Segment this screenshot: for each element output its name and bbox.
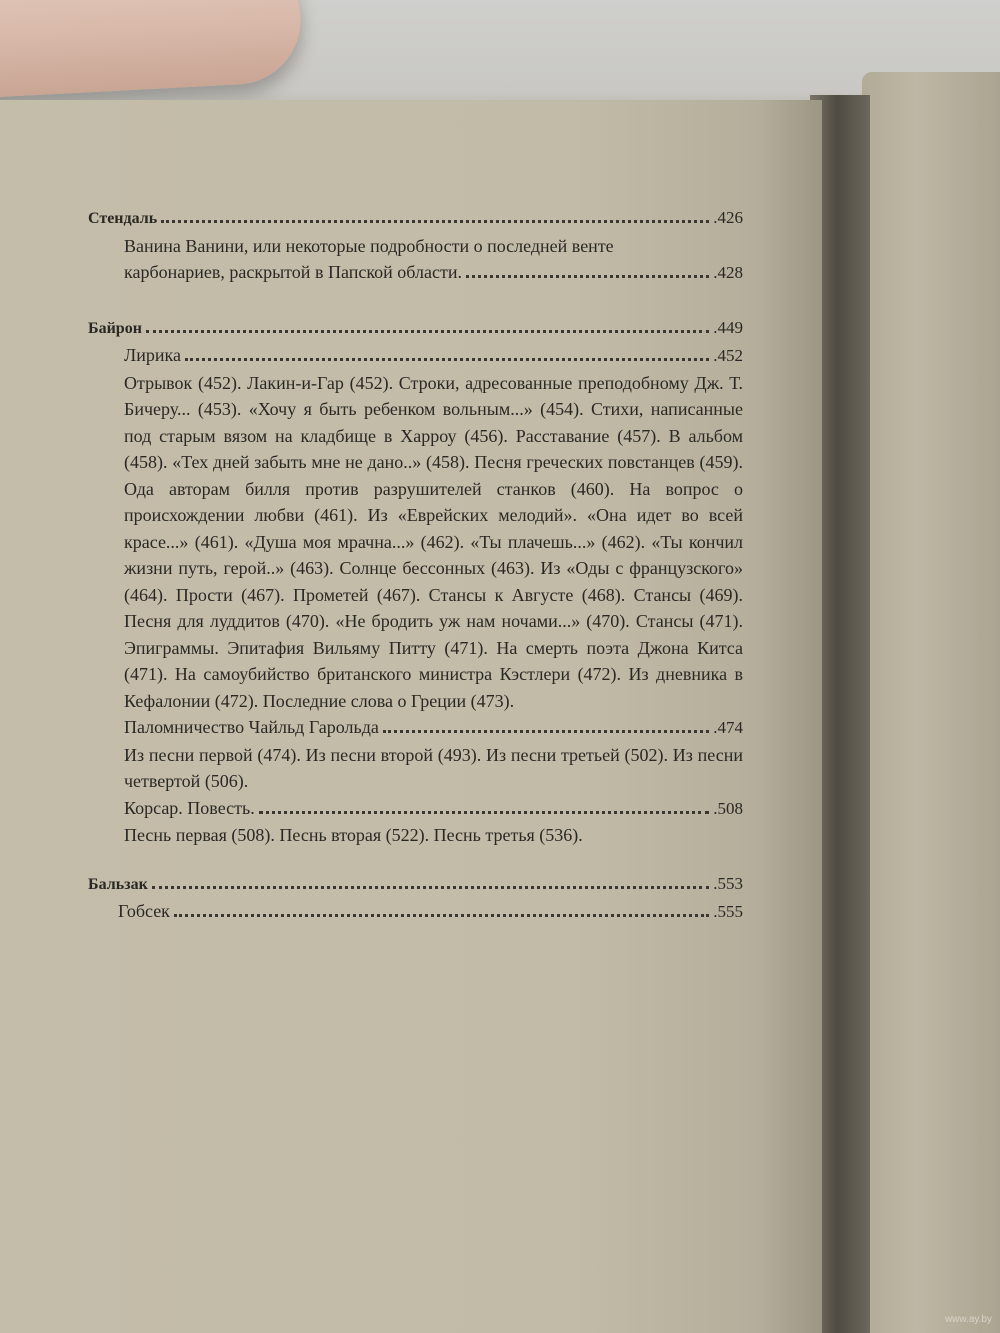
page-number: .508	[713, 798, 743, 818]
work-title-text: карбонариев, раскрытой в Папской области.	[124, 262, 462, 282]
toc-work-vanina	[88, 233, 743, 287]
author-name: Стендаль	[88, 210, 158, 227]
toc-corsair	[124, 795, 743, 823]
childe-harold-contents: Из песни первой (474). Из песни второй (493). Из песни третьей (502). Из песни четвертой (506).	[124, 744, 743, 791]
lyrics-contents: Отрывок (452). Лакин-и-Гар (452). Строки, адресованные преподобному Дж. Т. Бичеру... (453). «Хочу я быть ребенком вольным...» (454). Стихи, написанные под старым вязом на кладбище в Харроу (456). Расставание (457). В альбом (458). «Тех дней забыть мне не дано..» (458). Песня греческих повстанцев (459). Ода авторам билля против разрушителей станков (460). На вопрос о происхождении любви (461). Из «Еврейских мелодий». «Она идет во всей красе...» (461). «Душа моя мрачна...» (462). «Ты плачешь...» (462). «Ты кончил жизни путь, герой..» (463). Солнце бессонных (463). Из «Оды с французского» (464). Прости (467). Прометей (467). Стансы к Августе (468). Стансы (469). Песня для луддитов (470). «Не бродить уж нам ночами...» (470). Стансы (471). Эпиграммы. Эпитафия Вильяму Питту (471). На смерть поэта Джона Китса (471). На самоубийство британского министра Кэстлери (472). Из дневника в Кефалонии (472). Последние слова о Греции (473).	[124, 372, 743, 711]
work-title-line-2	[124, 259, 743, 287]
page-number: .428	[713, 263, 743, 282]
dot-leader	[152, 886, 709, 889]
toc-author-byron	[88, 315, 743, 343]
dot-leader	[466, 275, 709, 278]
author-name: Байрон	[88, 319, 142, 337]
page-number: .474	[713, 718, 743, 737]
dot-leader	[185, 358, 709, 361]
corsair-contents: Песнь первая (508). Песнь вторая (522). Песнь третья (536).	[124, 825, 583, 845]
page-number: .449	[713, 317, 743, 337]
watermark: www.ay.by	[944, 1314, 992, 1325]
dot-leader	[259, 811, 710, 814]
work-title-line-1: Ванина Ванини, или некоторые подробности о последней венте	[124, 235, 614, 256]
toc-lyrics	[124, 342, 743, 370]
toc-childe-harold	[124, 714, 743, 742]
table-of-contents	[88, 205, 743, 926]
toc-gobseck	[118, 898, 743, 926]
toc-balzac-works	[88, 898, 743, 926]
dot-leader	[383, 730, 709, 733]
page-number: .426	[713, 208, 743, 227]
page-number: .555	[713, 902, 743, 921]
author-name: Бальзак	[88, 875, 148, 893]
toc-author-stendal	[88, 205, 743, 233]
dot-leader	[146, 330, 709, 333]
toc-author-balzac	[88, 871, 743, 899]
page-number: .452	[713, 346, 743, 365]
toc-byron-works	[88, 342, 743, 849]
dot-leader	[174, 914, 709, 917]
work-title: Гобсек	[118, 901, 170, 921]
section-title: Паломничество Чайльд Гарольда	[124, 717, 379, 737]
page-number: .553	[713, 873, 743, 893]
section-title: Лирика	[124, 345, 181, 365]
section-title: Корсар. Повесть.	[124, 797, 255, 818]
right-page-edge	[862, 72, 1000, 1333]
dot-leader	[161, 220, 709, 223]
